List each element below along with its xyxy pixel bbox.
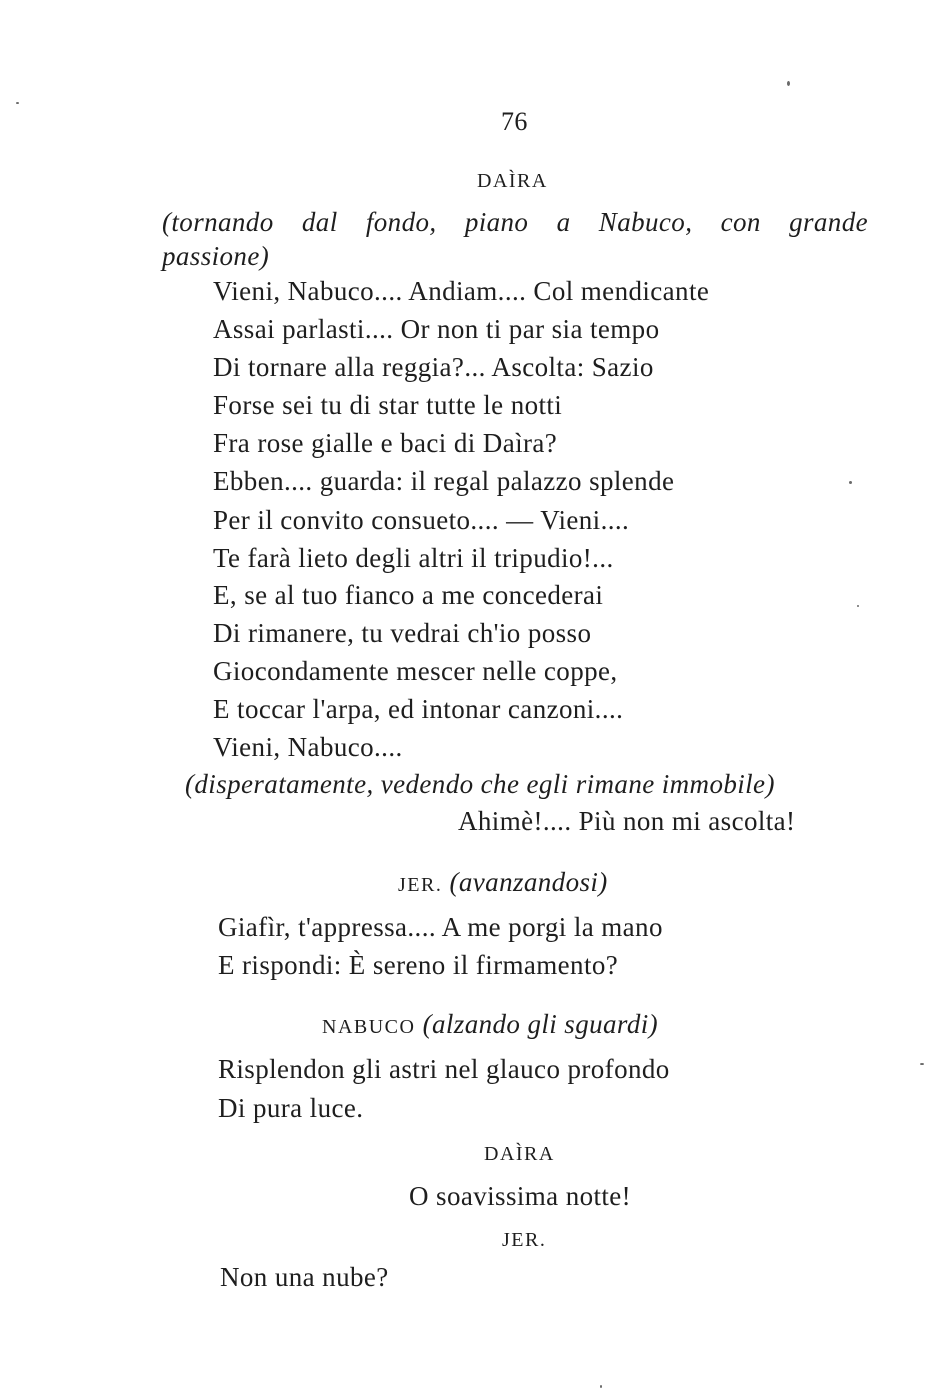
- verse-line: Per il convito consueto.... — Vieni....: [213, 505, 630, 535]
- verse-line: Ebben.... guarda: il regal palazzo splende: [213, 466, 675, 496]
- verse-line: Di pura luce.: [218, 1093, 364, 1123]
- speaker-name: NABUCO: [322, 1016, 416, 1038]
- verse-line: O soavissima notte!: [409, 1181, 632, 1211]
- scan-speck: [787, 81, 790, 86]
- verse-line: Di rimanere, tu vedrai ch'io posso: [213, 618, 592, 648]
- scan-speck: [920, 1063, 924, 1065]
- stage-direction: (avanzandosi): [449, 867, 608, 897]
- verse-line: Vieni, Nabuco....: [213, 732, 403, 762]
- verse-line: Giocondamente mescer nelle coppe,: [213, 656, 618, 686]
- verse-line: Non una nube?: [220, 1262, 389, 1292]
- verse-line: Risplendon gli astri nel glauco profondo: [218, 1054, 670, 1084]
- verse-line: Fra rose gialle e baci di Daìra?: [213, 428, 558, 458]
- verse-line: Giafìr, t'appressa.... A me porgi la mano: [218, 912, 663, 942]
- speaker-heading: [322, 1008, 658, 1043]
- verse-line: Di tornare alla reggia?... Ascolta: Sazio: [213, 352, 654, 382]
- verse-line: Vieni, Nabuco.... Andiam.... Col mendicante: [213, 276, 710, 306]
- speaker-name: DAÌRA: [477, 170, 548, 192]
- scan-speck: [16, 102, 19, 104]
- verse-line: Assai parlasti.... Or non ti par sia tempo: [213, 314, 660, 344]
- verse-line: E, se al tuo fianco a me concederai: [213, 580, 604, 610]
- speaker-name: DAÌRA: [484, 1143, 555, 1165]
- scan-speck: [849, 481, 852, 484]
- scan-speck: [600, 1385, 602, 1388]
- stage-direction: passione): [162, 241, 270, 271]
- stage-direction: (disperatamente, vedendo che egli rimane immobile): [185, 769, 775, 799]
- verse-line: Te farà lieto degli altri il tripudio!...: [213, 543, 614, 573]
- stage-direction: (tornando dal fondo, piano a Nabuco, con grande: [162, 207, 868, 237]
- verse-line: Ahimè!.... Più non mi ascolta!: [458, 806, 796, 836]
- verse-line: E rispondi: È sereno il firmamento?: [218, 950, 619, 980]
- verse-line: Forse sei tu di star tutte le notti: [213, 390, 563, 420]
- speaker-name: JER.: [502, 1229, 547, 1251]
- speaker-heading: [398, 866, 608, 901]
- page-number: 76: [501, 107, 528, 136]
- speaker-name: JER.: [398, 874, 443, 896]
- scan-speck: [857, 605, 859, 607]
- stage-direction: (alzando gli sguardi): [422, 1009, 659, 1039]
- verse-line: E toccar l'arpa, ed intonar canzoni....: [213, 694, 624, 724]
